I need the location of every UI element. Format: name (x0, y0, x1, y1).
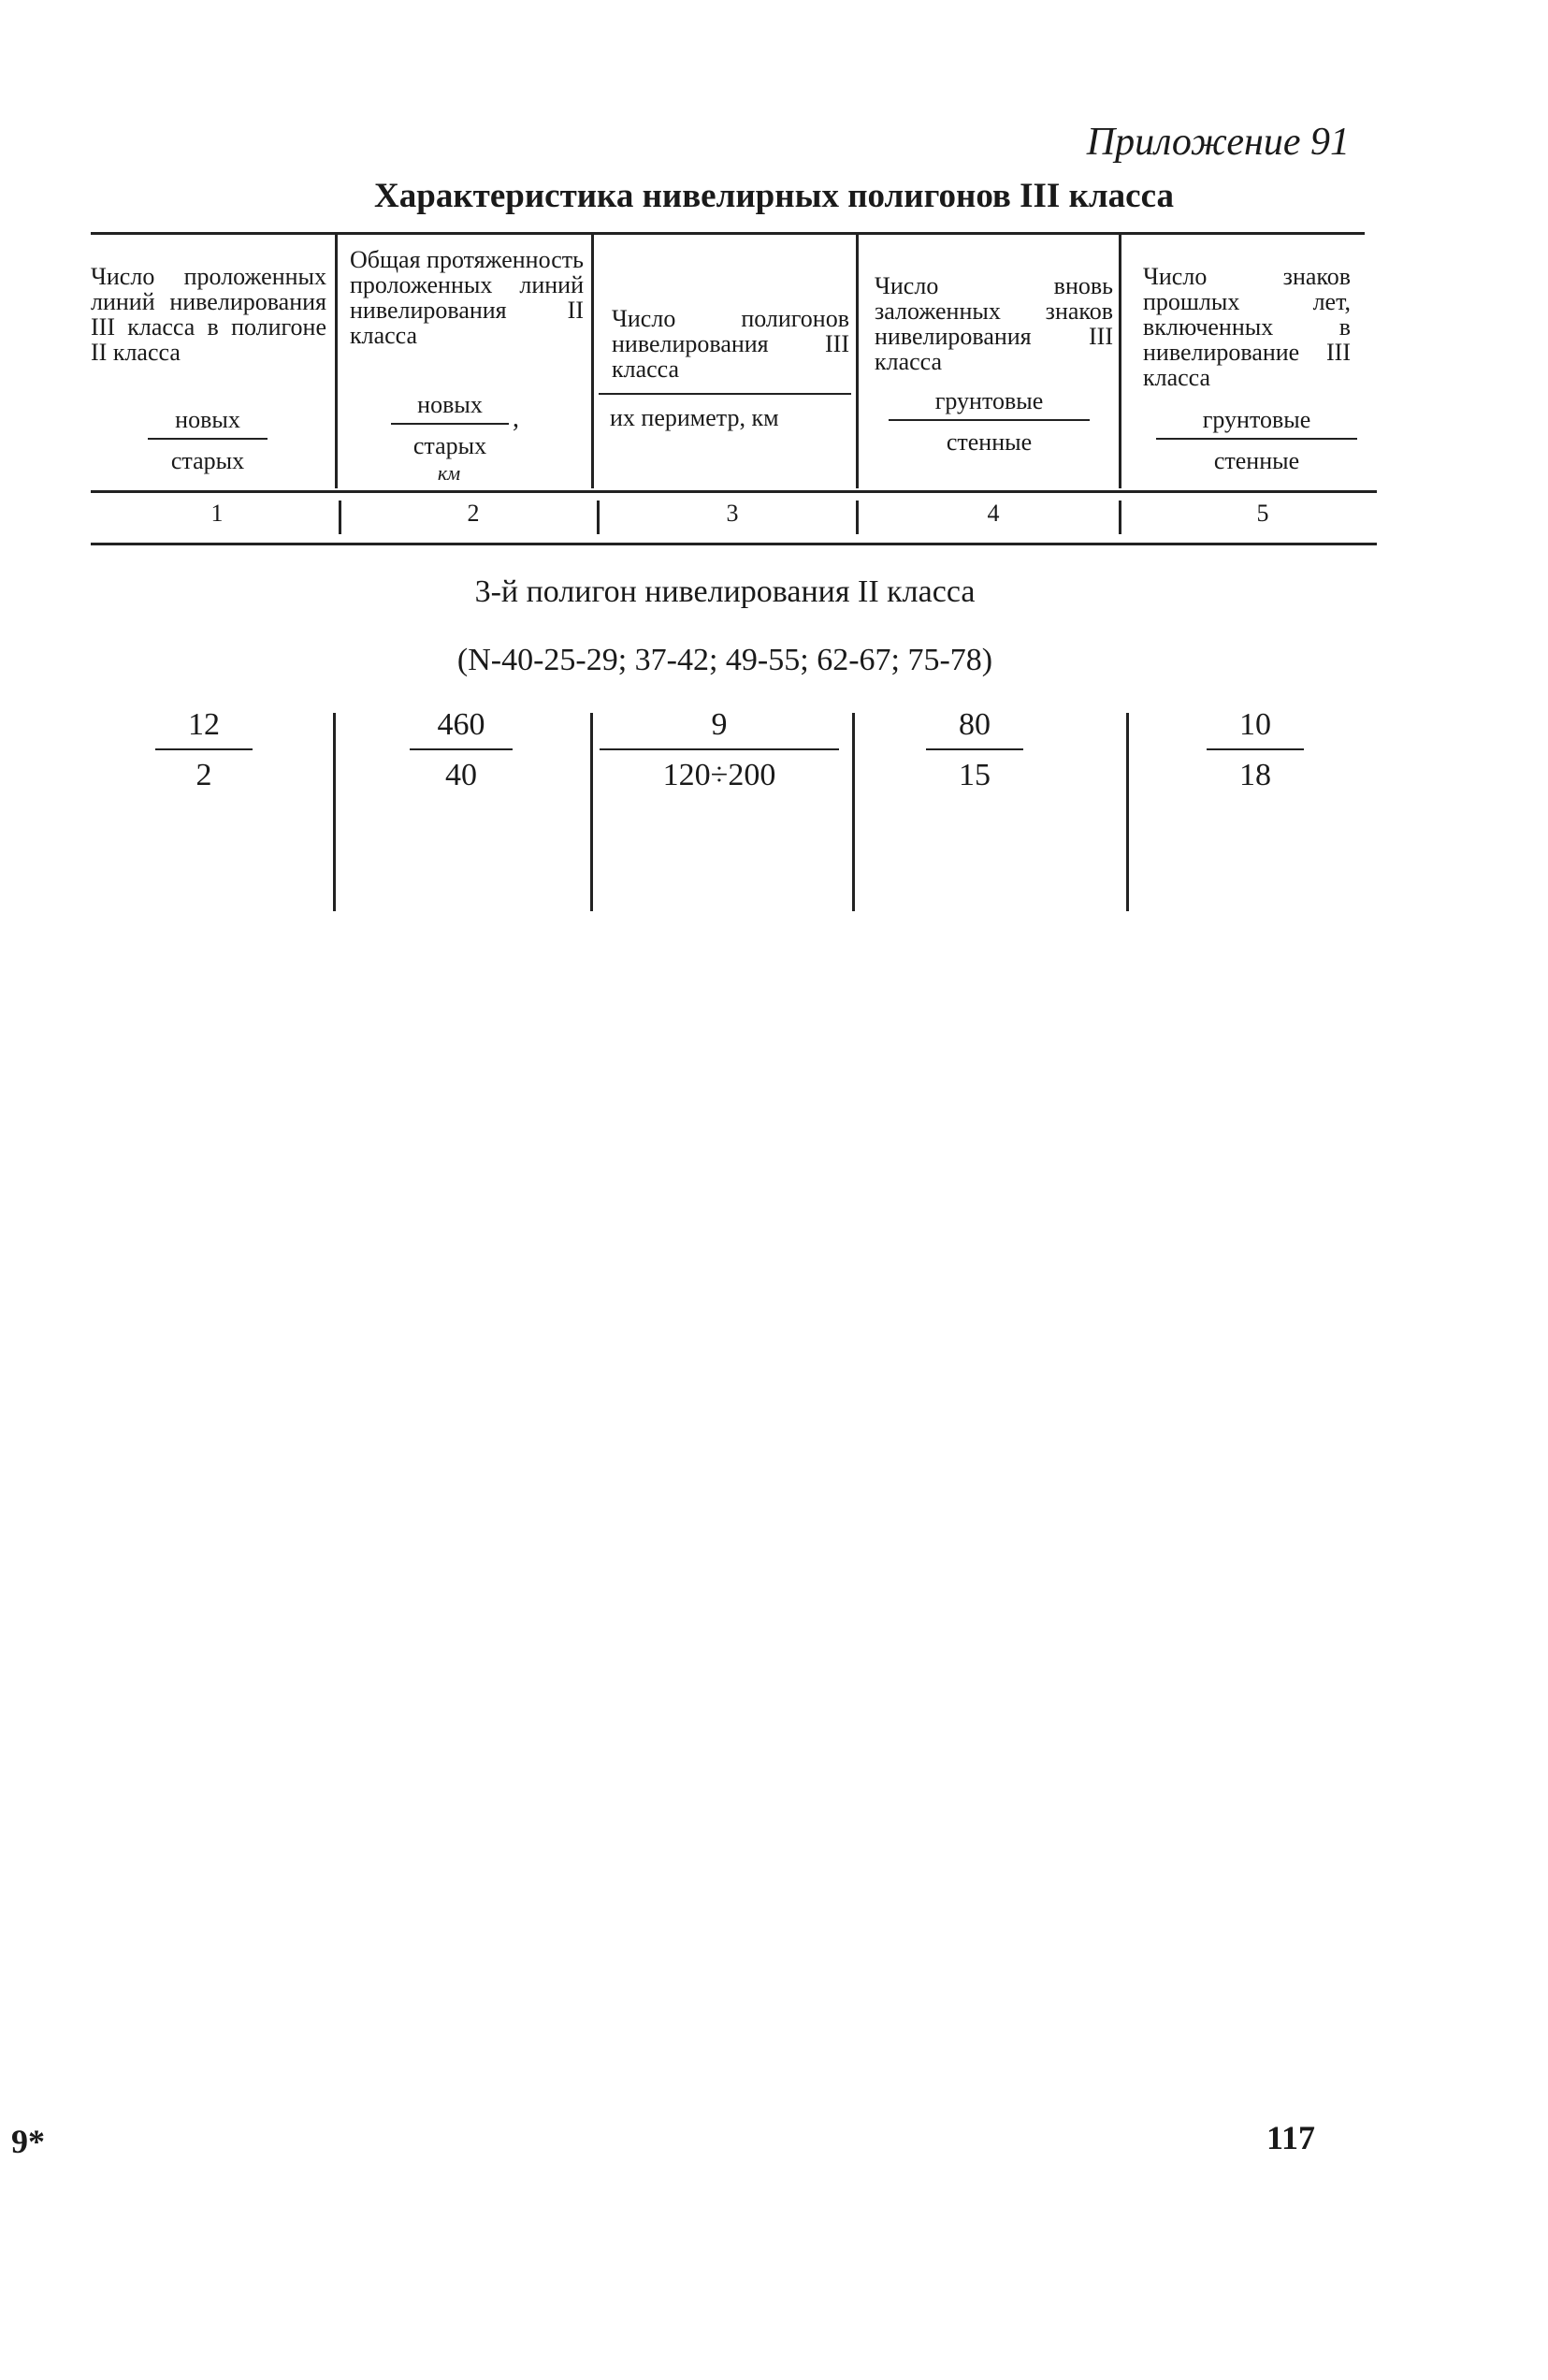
value-column-1 (155, 707, 253, 793)
value-column-3 (600, 707, 839, 793)
table-number-rule (91, 543, 1377, 545)
column-2-unit: км (437, 461, 461, 485)
column-1-numerator: новых (148, 406, 268, 440)
value-column-4 (926, 707, 1023, 793)
column-divider (1126, 713, 1129, 911)
column-5-header: Число знаков прошлых лет, включенных в нивелирование III класса (1143, 263, 1351, 391)
value-numerator: 10 (1207, 707, 1304, 750)
column-5-numerator: грунтовые (1156, 406, 1357, 440)
section-title: 3-й полигон нивелирования II класса (474, 574, 976, 609)
page-number: 117 (1266, 2119, 1316, 2156)
column-divider (852, 713, 855, 911)
value-denominator: 120÷200 (662, 758, 776, 792)
column-2-header: Общая протяженность проложенных линий нивелирования II класса (350, 246, 584, 349)
column-divider (335, 234, 338, 488)
column-2-numerator: новых (391, 391, 509, 425)
column-divider (856, 234, 859, 488)
page-title: Характеристика нивелирных полигонов III класса (374, 177, 1174, 215)
column-number-4: 4 (987, 500, 1000, 527)
column-number-5: 5 (1256, 500, 1269, 527)
section-map-sheets: (N-40-25-29; 37-42; 49-55; 62-67; 75-78) (456, 643, 993, 677)
column-1-fraction (148, 406, 268, 475)
column-divider (597, 501, 600, 534)
column-3-header: Число полигонов нивелирования III класса (612, 305, 849, 383)
value-numerator: 460 (410, 707, 513, 750)
value-column-2 (410, 707, 513, 793)
column-5-denominator: стенные (1213, 447, 1300, 474)
column-number-3: 3 (726, 500, 739, 527)
value-numerator: 80 (926, 707, 1023, 750)
column-3-denominator: их периметр, км (610, 404, 779, 431)
column-divider (1119, 234, 1121, 488)
column-2-denominator: старых (412, 432, 487, 459)
column-1-header: Число проложенных линий нивелирования III класса в полигоне II класса (91, 263, 326, 366)
column-divider (590, 713, 593, 911)
column-4-numerator: грунтовые (889, 387, 1090, 421)
value-denominator: 2 (195, 758, 212, 792)
column-5-fraction (1156, 406, 1357, 475)
value-denominator: 18 (1239, 758, 1271, 792)
appendix-label: Приложение 91 (1086, 121, 1350, 164)
column-divider (856, 501, 859, 534)
value-numerator: 9 (600, 707, 839, 750)
value-denominator: 40 (445, 758, 477, 792)
column-number-2: 2 (467, 500, 480, 527)
column-divider (339, 501, 341, 534)
column-number-1: 1 (210, 500, 224, 527)
value-numerator: 12 (155, 707, 253, 750)
signature-mark: 9* (11, 2123, 45, 2160)
column-2-fraction (391, 391, 509, 460)
column-2-comma: , (513, 404, 519, 433)
column-1-denominator: старых (170, 447, 245, 474)
column-divider (591, 234, 594, 488)
table-header-rule (91, 490, 1377, 493)
column-divider (1119, 501, 1121, 534)
value-column-5 (1207, 707, 1304, 793)
value-denominator: 15 (959, 758, 991, 792)
column-3-fraction-rule (599, 393, 851, 395)
column-4-fraction (889, 387, 1090, 457)
table-top-rule (91, 232, 1365, 235)
column-4-header: Число вновь заложенных знаков нивелирования III класса (875, 272, 1113, 375)
column-4-denominator: стенные (946, 428, 1033, 456)
column-divider (333, 713, 336, 911)
